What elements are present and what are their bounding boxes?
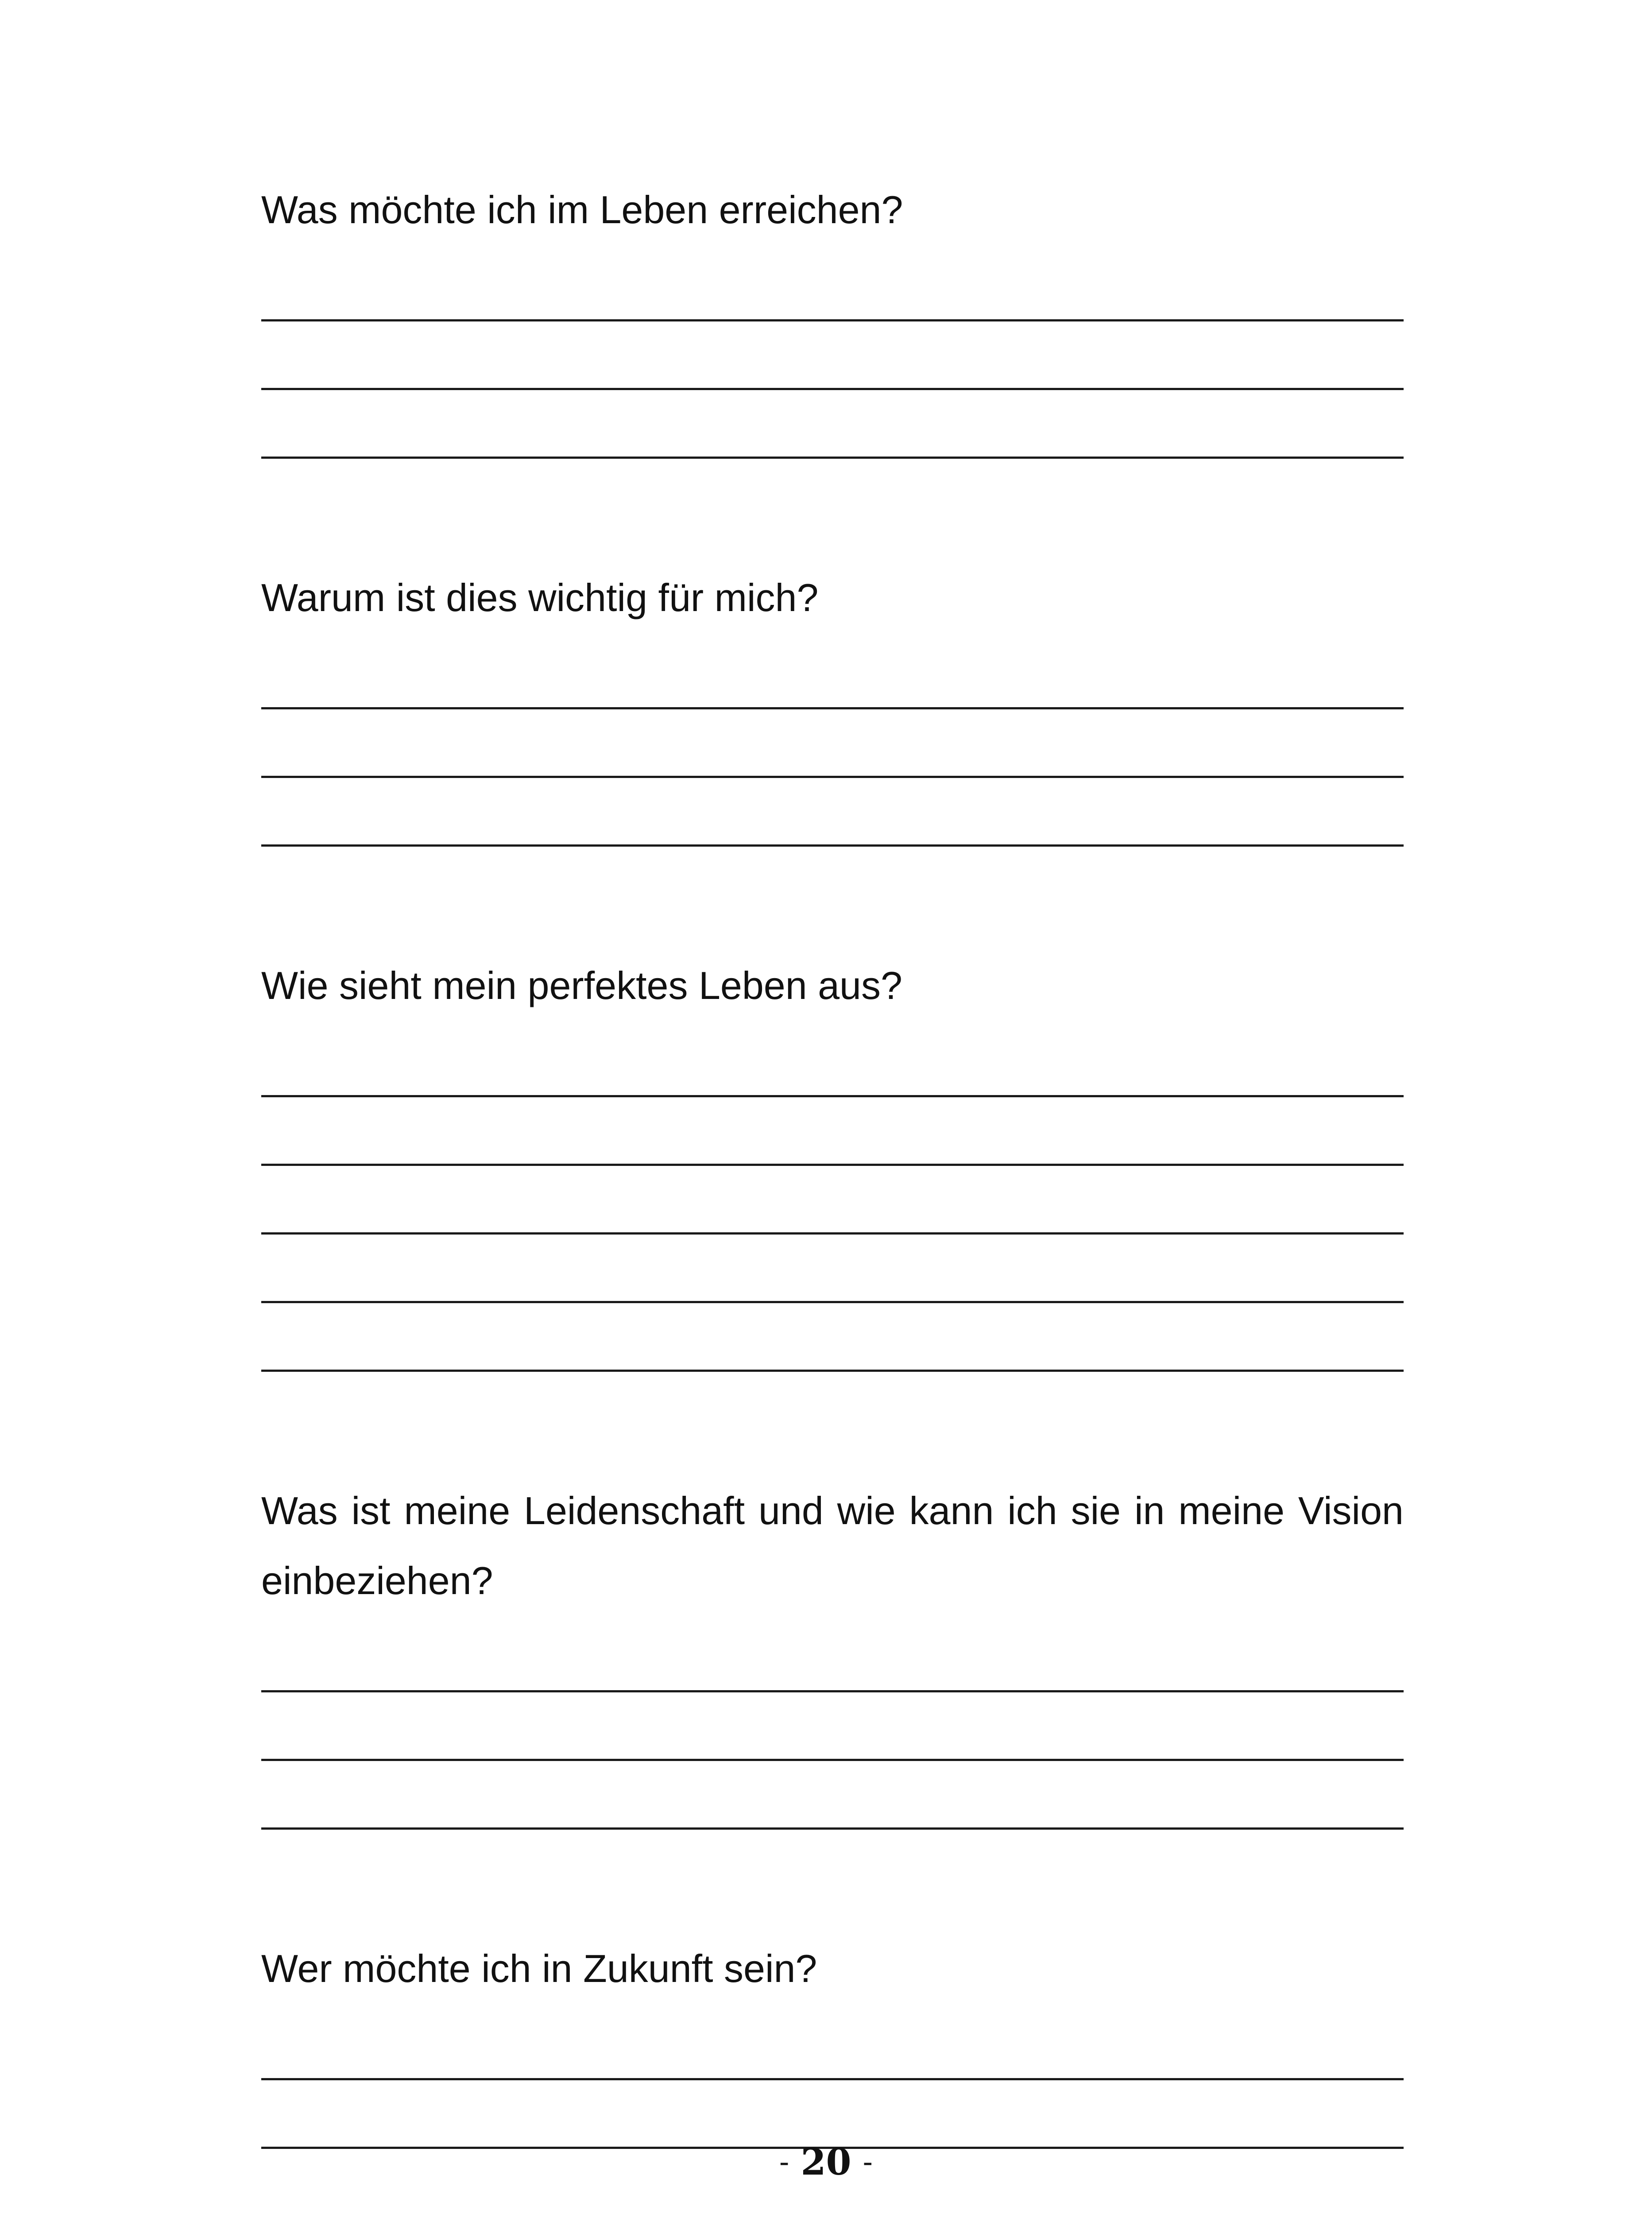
answer-line[interactable] [261,1759,1404,1761]
answer-line[interactable] [261,388,1404,390]
answer-line[interactable] [261,1690,1404,1692]
question-text-4: Was ist meine Leidenschaft und wie kann ich sie in meine Vision einbeziehen? [261,1489,1404,1602]
page-number-suffix: - [863,2145,873,2179]
answer-line[interactable] [261,1232,1404,1235]
page-number-prefix: - [779,2145,789,2179]
answer-line[interactable] [261,707,1404,709]
answer-line[interactable] [261,1827,1404,1830]
answer-line[interactable] [261,1095,1404,1097]
answer-line[interactable] [261,1301,1404,1303]
question-section-3 [261,951,1404,1372]
question-text-3: Wie sieht mein perfektes Leben aus? [261,964,902,1007]
answer-line[interactable] [261,319,1404,321]
question-text-1: Was möchte ich im Leben erreichen? [261,188,903,232]
answer-line[interactable] [261,776,1404,778]
answer-line[interactable] [261,1370,1404,1372]
question-section-4 [261,1476,1404,1830]
page-number [0,2141,1652,2183]
question-text-5: Wer möchte ich in Zukunft sein? [261,1947,817,1990]
question-text-2: Warum ist dies wichtig für mich? [261,576,819,619]
question-list [261,175,1404,2214]
question-section-2 [261,563,1404,847]
answer-line[interactable] [261,844,1404,847]
answer-line[interactable] [261,1164,1404,1166]
page-number-value: 20 [801,2141,851,2183]
question-section-1 [261,175,1404,459]
answer-line[interactable] [261,2078,1404,2080]
answer-line[interactable] [261,457,1404,459]
